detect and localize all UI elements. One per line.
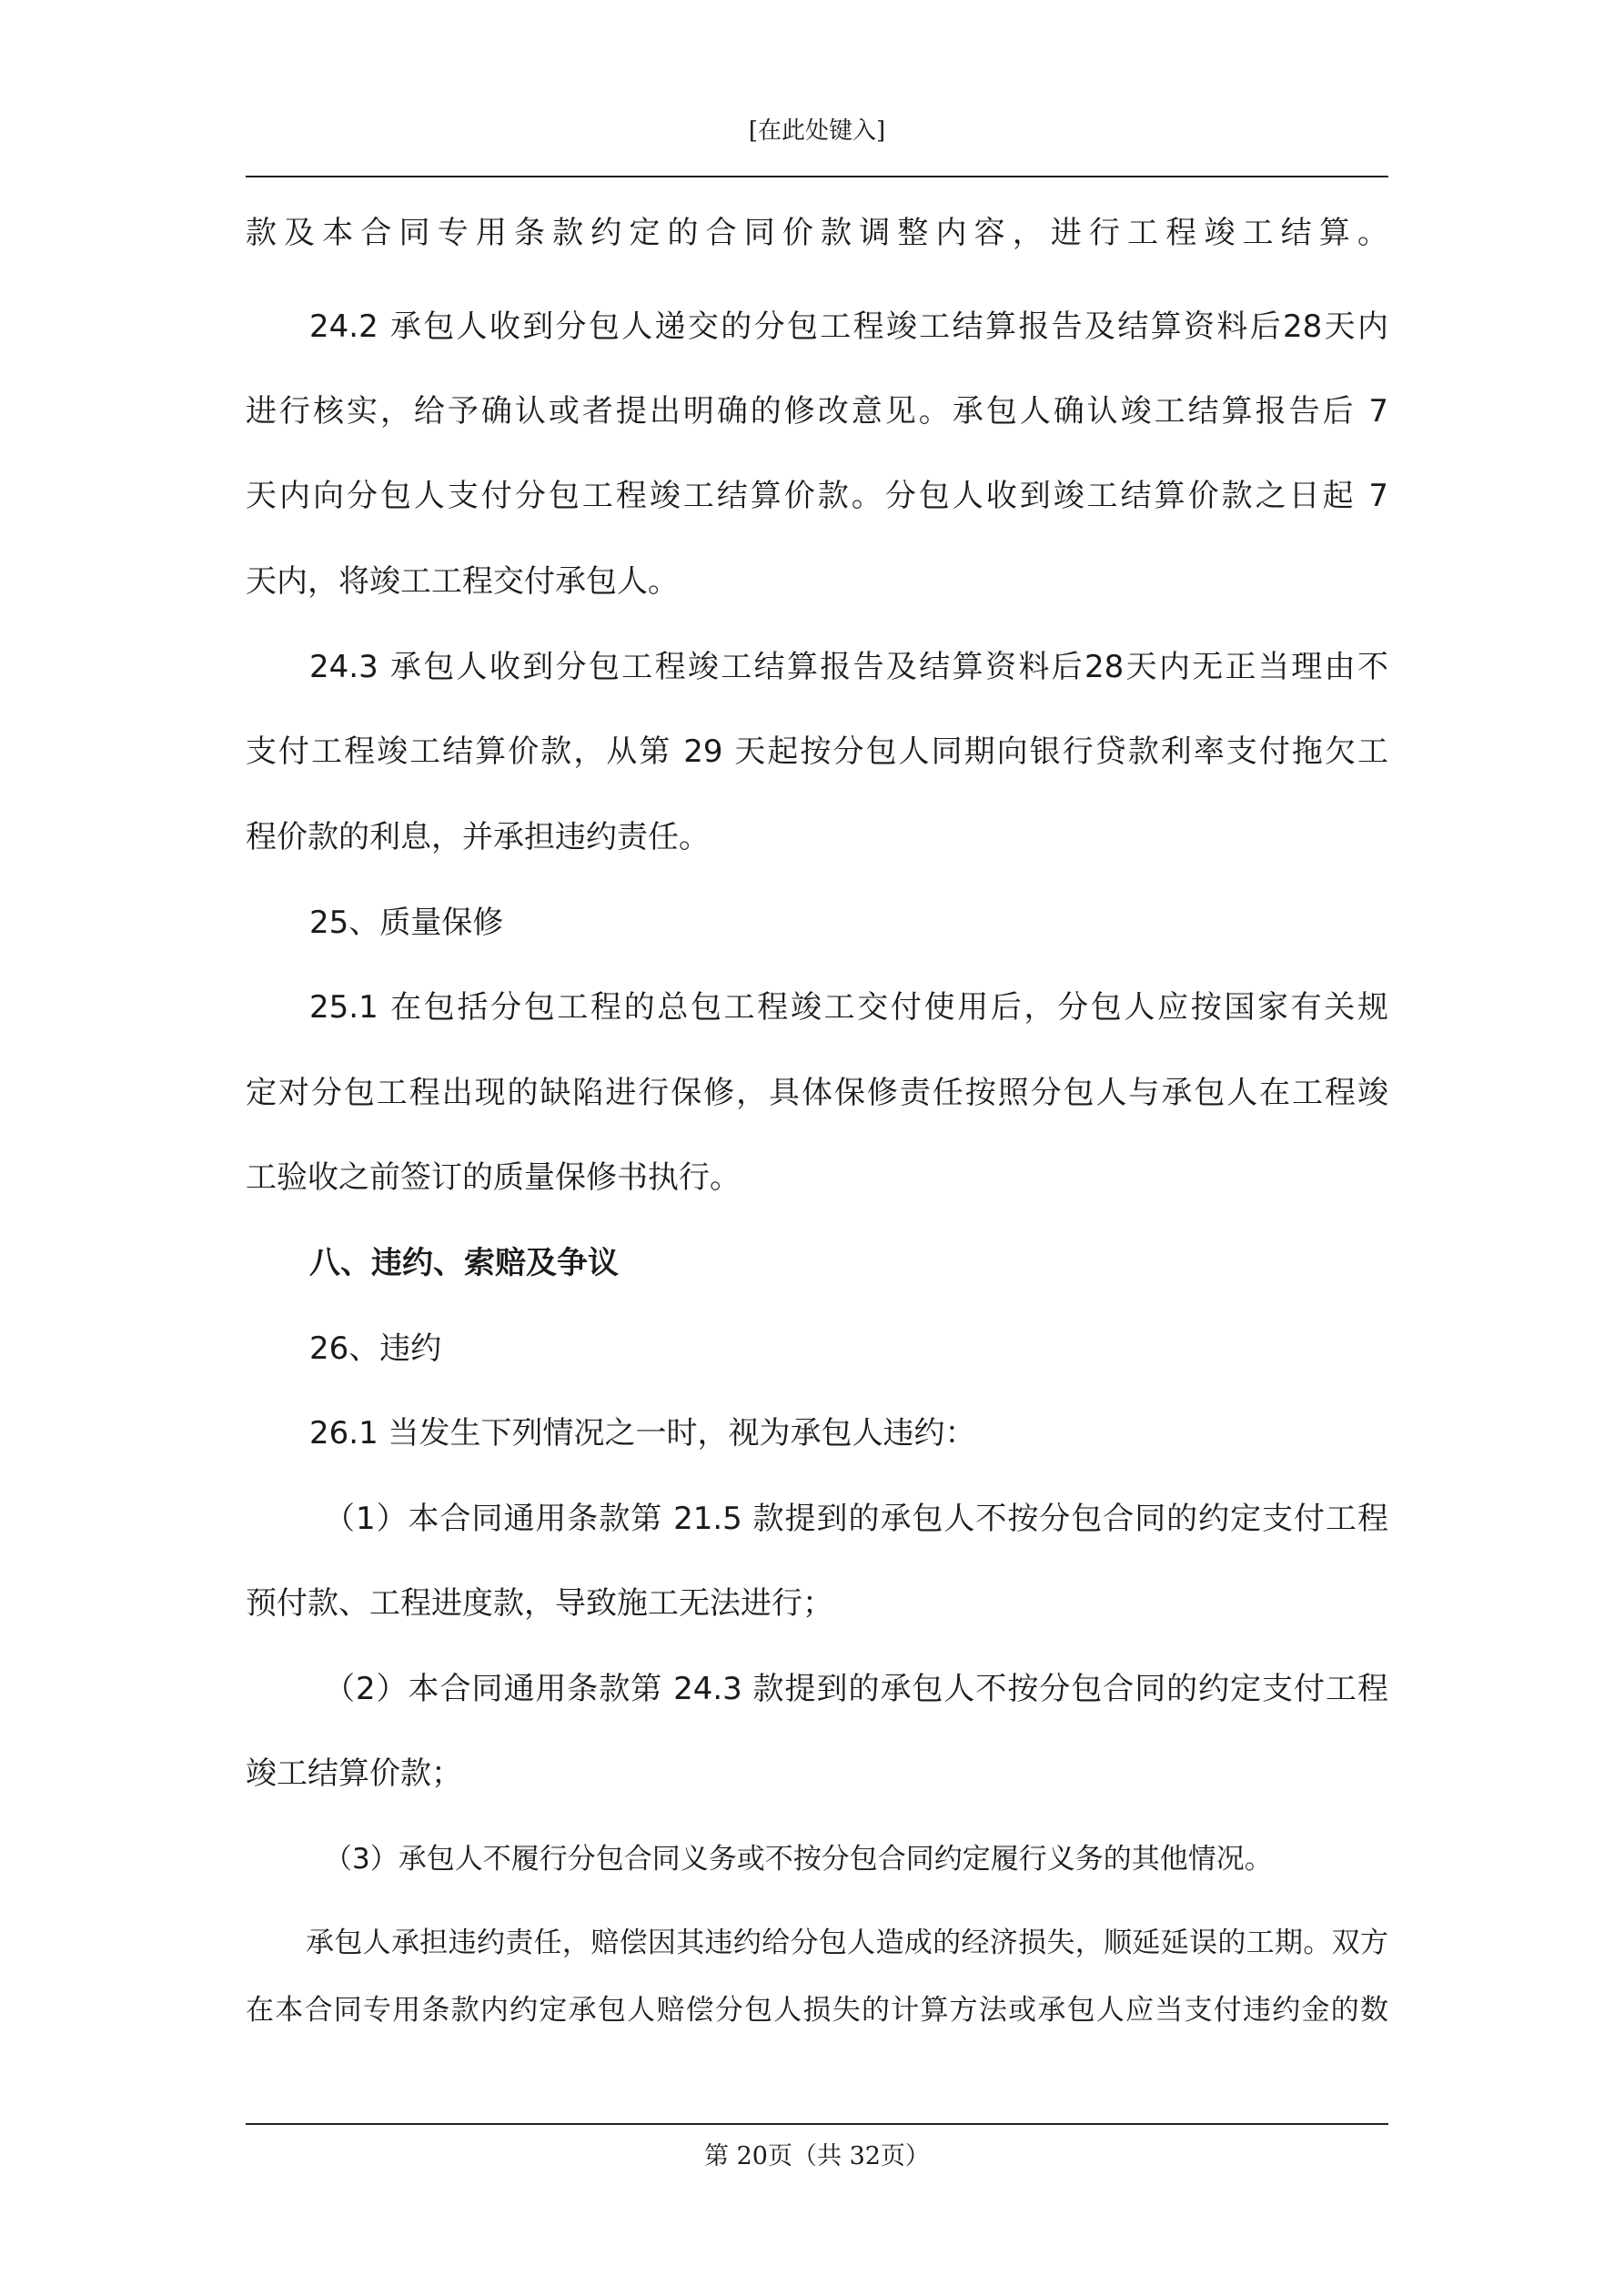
page-number: 第 20页（共 32页） xyxy=(704,2142,930,2170)
body-line: 天内，将竣工工程交付承包人。 xyxy=(246,563,679,600)
body-line: 款及本合同专用条款约定的合同价款调整内容，进行工程竣工结算。 xyxy=(246,215,1388,251)
body-line: 26.1 当发生下列情况之一时，视为承包人违约： xyxy=(309,1415,976,1451)
header-divider xyxy=(246,176,1388,177)
body-line: 工验收之前签订的质量保修书执行。 xyxy=(246,1159,741,1196)
body-line: 支付工程竣工结算价款，从第 29 天起按分包人同期向银行贷款利率支付拖欠工 xyxy=(246,733,1388,770)
section-heading: 25、质量保修 xyxy=(309,905,504,941)
body-line: 定对分包工程出现的缺陷进行保修，具体保修责任按照分包人与承包人在工程竣 xyxy=(246,1075,1388,1111)
list-item-line: （3）承包人不履行分包合同义务或不按分包合同约定履行义务的其他情况。 xyxy=(324,1843,1273,1876)
footer-divider xyxy=(246,2123,1388,2125)
body-line: 24.3 承包人收到分包工程竣工结算报告及结算资料后28天内无正当理由不 xyxy=(309,649,1388,685)
body-line: 24.2 承包人收到分包人递交的分包工程竣工结算报告及结算资料后28天内 xyxy=(309,308,1388,345)
list-item-line: （1）本合同通用条款第 21.5 款提到的承包人不按分包合同的约定支付工程 xyxy=(324,1501,1388,1537)
body-line: 进行核实，给予确认或者提出明确的修改意见。承包人确认竣工结算报告后 7 xyxy=(246,393,1388,430)
body-line: 程价款的利息，并承担违约责任。 xyxy=(246,819,710,855)
list-item-line: 预付款、工程进度款，导致施工无法进行； xyxy=(246,1585,833,1622)
body-line: 承包人承担违约责任，赔偿因其违约给分包人造成的经济损失，顺延延误的工期。双方 xyxy=(306,1927,1388,1959)
chapter-heading: 八、违约、索赔及争议 xyxy=(309,1245,619,1281)
list-item-line: 竣工结算价款； xyxy=(246,1755,462,1792)
body-line: 天内向分包人支付分包工程竣工结算价款。分包人收到竣工结算价款之日起 7 xyxy=(246,478,1388,514)
body-line: 25.1 在包括分包工程的总包工程竣工交付使用后，分包人应按国家有关规 xyxy=(309,989,1388,1026)
page-header: [在此处键入] xyxy=(748,117,886,145)
body-line: 在本合同专用条款内约定承包人赔偿分包人损失的计算方法或承包人应当支付违约金的数 xyxy=(246,1994,1388,2027)
list-item-line: （2）本合同通用条款第 24.3 款提到的承包人不按分包合同的约定支付工程 xyxy=(324,1671,1388,1707)
section-heading: 26、违约 xyxy=(309,1330,442,1367)
